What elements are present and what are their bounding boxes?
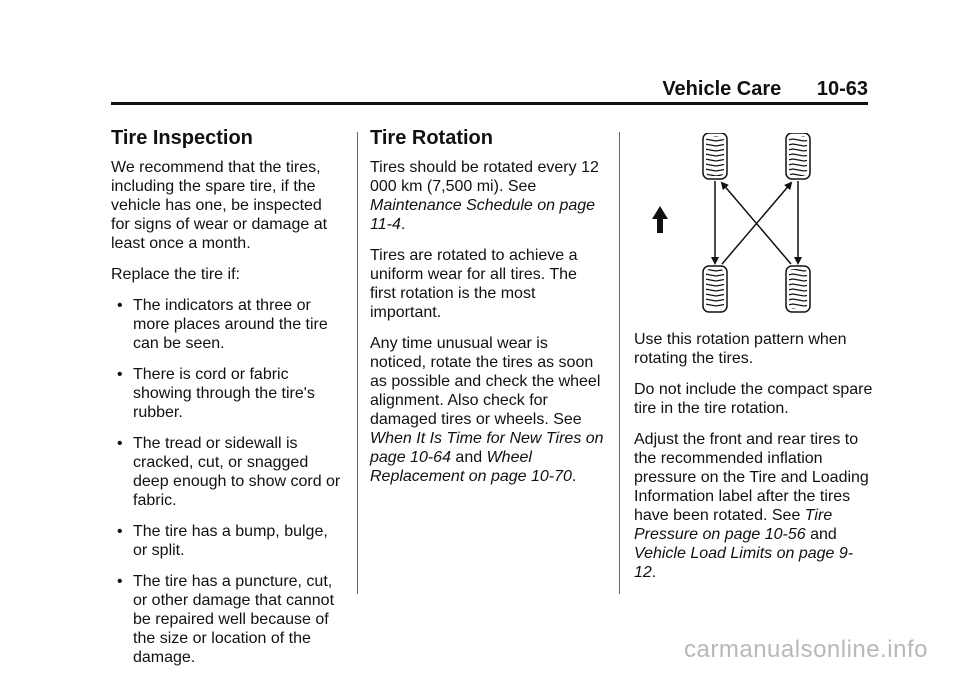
header-section-title: Vehicle Care [662, 78, 782, 100]
unusual-wear-paragraph: Any time unusual wear is noticed, rotate the tires as soon as possible and check the wheel alignment. Also check for damaged tires or wheels. See When It Is Time for New Tires on page 10-64 and Wheel Replacement on page 10-70. [370, 335, 604, 485]
list-item: • The indicators at three or more places around the tire can be seen. [111, 296, 343, 353]
pattern-caption: Use this rotation pattern when rotating the tires. [634, 331, 847, 367]
column-divider [619, 132, 620, 594]
link-maintenance-schedule[interactable]: Maintenance Schedule on page 11-4 [370, 197, 596, 233]
header-rule [111, 102, 868, 105]
column-divider [357, 132, 358, 594]
tire-front-right-icon [786, 133, 810, 179]
tire-front-left-icon [703, 133, 727, 179]
watermark: carmanualsonline.info [684, 636, 928, 663]
list-item: • The tire has a puncture, cut, or other damage that cannot be repaired well because of the size or location of the damage. [111, 572, 343, 667]
header-page-number: 10-63 [816, 78, 868, 100]
rotation-interval-paragraph: Tires should be rotated every 12 000 km (7,500 mi). See Maintenance Schedule on page 11-4. [370, 159, 599, 233]
tire-rotation-diagram [650, 133, 820, 313]
list-item: • The tread or sidewall is cracked, cut, or snagged deep enough to show cord or fabric. [111, 434, 343, 510]
inspection-intro: We recommend that the tires, including the spare tire, if the vehicle has one, be inspected for signs of wear or damage at least once a month. [111, 159, 328, 252]
link-wheel-replacement[interactable]: Wheel Replacement on page 10-70 [370, 449, 572, 485]
vehicle-front-direction-arrow-icon [652, 206, 668, 233]
link-vehicle-load-limits[interactable]: Vehicle Load Limits on page 9-12 [634, 545, 854, 581]
replace-conditions-list [111, 296, 343, 667]
link-tire-pressure[interactable]: Tire Pressure on page 10-56 [634, 507, 833, 543]
heading-tire-inspection: Tire Inspection [111, 127, 253, 149]
page-header [662, 78, 868, 101]
compact-spare-note: Do not include the compact spare tire in the tire rotation. [634, 381, 873, 417]
replace-lead: Replace the tire if: [111, 266, 240, 283]
tire-rear-left-icon [703, 266, 727, 312]
heading-tire-rotation: Tire Rotation [370, 127, 493, 149]
column-rotation-pattern [634, 330, 874, 594]
link-new-tires[interactable]: When It Is Time for New Tires on page 10-64 [370, 430, 604, 466]
column-tire-rotation [370, 126, 605, 498]
column-tire-inspection [111, 126, 343, 679]
list-item: • There is cord or fabric showing through the tire's rubber. [111, 365, 343, 422]
rotation-purpose-paragraph: Tires are rotated to achieve a uniform wear for all tires. The first rotation is the most important. [370, 247, 578, 321]
list-item: • The tire has a bump, bulge, or split. [111, 522, 343, 560]
tire-rear-right-icon [786, 266, 810, 312]
inflation-paragraph: Adjust the front and rear tires to the recommended inflation pressure on the Tire and Loading Information label after the tires have been rotated. See Tire Pressure on page 10-56 and Vehicle Load Limits on page 9-12. [634, 431, 869, 581]
